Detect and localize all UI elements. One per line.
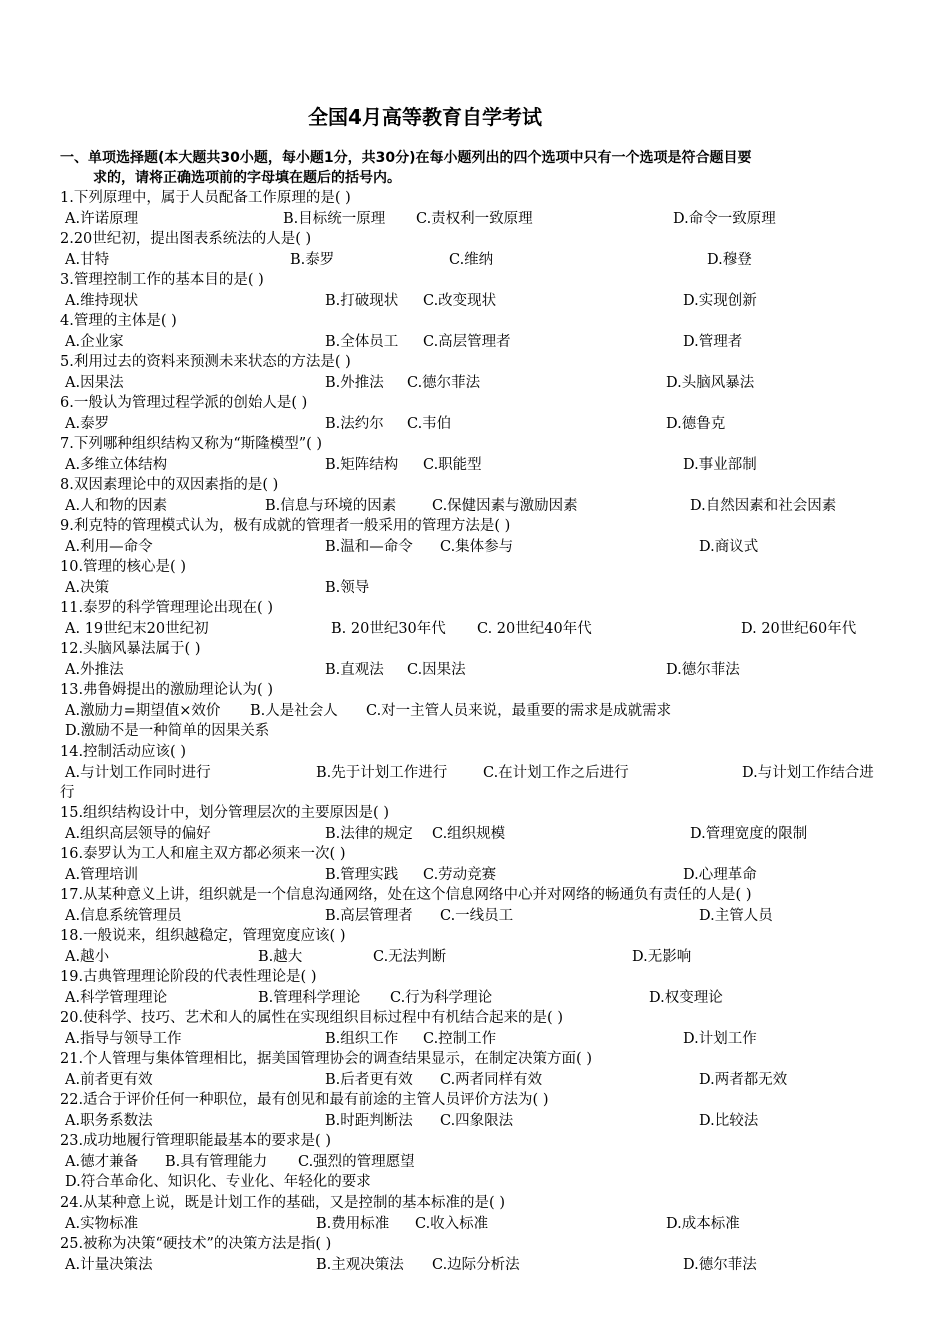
answer-option: C.强烈的管理愿望	[298, 1153, 415, 1170]
answer-option: B.组织工作	[325, 1030, 399, 1047]
question-stem: 17.从某种意义上讲，组织就是一个信息沟通网络，处在这个信息网络中心并对网络的畅通负有责任的人是( )	[60, 887, 752, 903]
answer-option: C.韦伯	[407, 415, 452, 432]
answer-option: D.事业部制	[683, 456, 757, 473]
answer-option: B. 20世纪30年代	[331, 620, 446, 637]
answer-option: A.多维立体结构	[65, 456, 168, 473]
question-stem: 22.适合于评价任何一种职位，最有创见和最有前途的主管人员评价方法为( )	[60, 1092, 549, 1108]
question-stem: 11.泰罗的科学管理理论出现在( )	[60, 600, 273, 616]
answer-option: B.主观决策法	[316, 1256, 404, 1273]
answer-option: D.头脑风暴法	[666, 374, 755, 391]
answer-option: C.收入标准	[415, 1215, 489, 1232]
answer-option: B.法约尔	[325, 415, 384, 432]
answer-option: B.高层管理者	[325, 907, 413, 924]
answer-option: B.目标统一原理	[283, 210, 386, 227]
answer-option: B.先于计划工作进行	[316, 764, 448, 781]
answer-option: C.边际分析法	[432, 1256, 520, 1273]
answer-option: D.计划工作	[683, 1030, 757, 1047]
answer-option: B.全体员工	[325, 333, 399, 350]
answer-option: D.穆登	[707, 251, 752, 268]
answer-option: B.具有管理能力	[165, 1153, 268, 1170]
answer-option: B.管理实践	[325, 866, 399, 883]
question-stem: 4.管理的主体是( )	[60, 313, 177, 329]
answer-option: C.责权利一致原理	[416, 210, 533, 227]
answer-option: C.在计划工作之后进行	[483, 764, 629, 781]
question-stem: 18.一般说来，组织越稳定，管理宽度应该( )	[60, 928, 346, 944]
answer-option: C.无法判断	[373, 948, 447, 965]
answer-option: A.因果法	[65, 374, 124, 391]
answer-option: D.管理者	[683, 333, 743, 350]
answer-option: D.符合革命化、知识化、专业化、年轻化的要求	[65, 1174, 371, 1190]
answer-option: C.集体参与	[440, 538, 514, 555]
question-stem: 7.下列哪种组织结构又称为“斯隆模型”( )	[60, 436, 323, 452]
answer-option: B.温和—命令	[325, 538, 413, 555]
answer-option: D.主管人员	[699, 907, 773, 924]
question-stem: 16.泰罗认为工人和雇主双方都必须来一次( )	[60, 846, 346, 862]
answer-option: C.劳动竞赛	[423, 866, 497, 883]
answer-option: B.法律的规定	[325, 825, 413, 842]
question-stem: 12.头脑风暴法属于( )	[60, 641, 201, 657]
answer-option: B.越大	[258, 948, 303, 965]
answer-option: D.德鲁克	[666, 415, 726, 432]
option-wrap-text: 行	[60, 785, 75, 801]
question-stem: 10.管理的核心是( )	[60, 559, 186, 575]
answer-option: A. 19世纪末20世纪初	[65, 620, 209, 637]
question-stem: 5.利用过去的资料来预测未来状态的方法是( )	[60, 354, 351, 370]
answer-option: C.改变现状	[423, 292, 497, 309]
answer-option: C.四象限法	[440, 1112, 514, 1129]
answer-option: B.费用标准	[316, 1215, 390, 1232]
answer-option: A.实物标准	[65, 1215, 139, 1232]
question-stem: 13.弗鲁姆提出的激励理论认为( )	[60, 682, 273, 698]
answer-option: C.保健因素与激励因素	[432, 497, 578, 514]
answer-option: D.命令一致原理	[673, 210, 776, 227]
section-heading	[60, 148, 900, 188]
answer-option: D.德尔菲法	[683, 1256, 757, 1273]
answer-option: B.时距判断法	[325, 1112, 413, 1129]
answer-option: A.甘特	[65, 251, 110, 268]
answer-option: B.人是社会人	[250, 702, 338, 719]
answer-option: A.德才兼备	[65, 1153, 139, 1170]
answer-option: C.对一主管人员来说，最重要的需求是成就需求	[366, 702, 672, 719]
question-stem: 15.组织结构设计中，划分管理层次的主要原因是( )	[60, 805, 389, 821]
answer-option: A.组织高层领导的偏好	[65, 825, 211, 842]
page-title: 全国4月高等教育自学考试	[308, 105, 542, 129]
answer-option: D.权变理论	[649, 989, 723, 1006]
question-stem: 23.成功地履行管理职能最基本的要求是( )	[60, 1133, 331, 1149]
answer-option: C.因果法	[407, 661, 466, 678]
answer-option: B.外推法	[325, 374, 384, 391]
question-stem: 19.古典管理理论阶段的代表性理论是( )	[60, 969, 317, 985]
answer-option: A.泰罗	[65, 415, 110, 432]
question-stem: 8.双因素理论中的双因素指的是( )	[60, 477, 279, 493]
question-stem: 1.下列原理中，属于人员配备工作原理的是( )	[60, 190, 351, 206]
section-instruction-line2: 求的，请将正确选项前的字母填在题后的括号内。	[93, 170, 401, 186]
answer-option: B.领导	[325, 579, 370, 596]
answer-option: A.管理培训	[65, 866, 139, 883]
answer-option: A.决策	[65, 579, 110, 596]
answer-option: D.商议式	[699, 538, 759, 555]
answer-option: A.维持现状	[65, 292, 139, 309]
question-stem: 20.使科学、技巧、艺术和人的属性在实现组织目标过程中有机结合起来的是( )	[60, 1010, 563, 1026]
question-stem: 2.20世纪初，提出图表系统法的人是( )	[60, 231, 312, 247]
question-stem: 21.个人管理与集体管理相比，据美国管理协会的调查结果显示，在制定决策方面( )	[60, 1051, 592, 1067]
answer-option: A.与计划工作同时进行	[65, 764, 211, 781]
answer-option: C.一线员工	[440, 907, 514, 924]
answer-option: A.信息系统管理员	[65, 907, 182, 924]
answer-option: C.德尔菲法	[407, 374, 481, 391]
answer-option: A.外推法	[65, 661, 124, 678]
answer-option: A.企业家	[65, 333, 124, 350]
answer-option: D.心理革命	[683, 866, 757, 883]
answer-option: B.泰罗	[290, 251, 335, 268]
answer-option: D.两者都无效	[699, 1071, 788, 1088]
answer-option: A.职务系数法	[65, 1112, 153, 1129]
answer-option: D.无影响	[632, 948, 692, 965]
answer-option: A.激励力=期望值×效价	[65, 702, 221, 719]
question-stem: 25.被称为决策“硬技术”的决策方法是指( )	[60, 1236, 332, 1252]
answer-option: B.打破现状	[325, 292, 399, 309]
answer-option: C.维纳	[449, 251, 494, 268]
answer-option: A.指导与领导工作	[65, 1030, 182, 1047]
question-stem: 14.控制活动应该( )	[60, 744, 186, 760]
answer-option: B.后者更有效	[325, 1071, 413, 1088]
answer-option: C.两者同样有效	[440, 1071, 543, 1088]
answer-option: D.激励不是一种简单的因果关系	[65, 723, 270, 739]
answer-option: A.越小	[65, 948, 110, 965]
answer-option: C.高层管理者	[423, 333, 511, 350]
answer-option: D.自然因素和社会因素	[690, 497, 837, 514]
answer-option: B.矩阵结构	[325, 456, 399, 473]
answer-option: A.科学管理理论	[65, 989, 168, 1006]
answer-option: C. 20世纪40年代	[477, 620, 592, 637]
question-stem: 3.管理控制工作的基本目的是( )	[60, 272, 264, 288]
answer-option: D.管理宽度的限制	[690, 825, 808, 842]
question-stem: 24.从某种意上说，既是计划工作的基础，又是控制的基本标准的是( )	[60, 1195, 505, 1211]
answer-option: A.计量决策法	[65, 1256, 153, 1273]
answer-option: A.利用—命令	[65, 538, 153, 555]
answer-option: A.前者更有效	[65, 1071, 153, 1088]
answer-option: D.与计划工作结合进	[742, 764, 874, 781]
answer-option: B.直观法	[325, 661, 384, 678]
answer-option: A.人和物的因素	[65, 497, 168, 514]
answer-option: C.行为科学理论	[390, 989, 493, 1006]
answer-option: A.许诺原理	[65, 210, 139, 227]
answer-option: C.组织规模	[432, 825, 506, 842]
answer-option: D.成本标准	[666, 1215, 740, 1232]
answer-option: C.职能型	[423, 456, 482, 473]
answer-option: D.德尔菲法	[666, 661, 740, 678]
answer-option: C.控制工作	[423, 1030, 497, 1047]
answer-option: D.比较法	[699, 1112, 759, 1129]
section-instruction-line1: 一、单项选择题(本大题共30小题，每小题1分，共30分)在每小题列出的四个选项中只有一个选项是符合题目要	[60, 150, 752, 166]
answer-option: D. 20世纪60年代	[741, 620, 857, 637]
answer-option: D.实现创新	[683, 292, 757, 309]
answer-option: B.管理科学理论	[258, 989, 361, 1006]
question-stem: 6.一般认为管理过程学派的创始人是( )	[60, 395, 308, 411]
answer-option: B.信息与环境的因素	[265, 497, 397, 514]
question-stem: 9.利克特的管理模式认为，极有成就的管理者一般采用的管理方法是( )	[60, 518, 511, 534]
